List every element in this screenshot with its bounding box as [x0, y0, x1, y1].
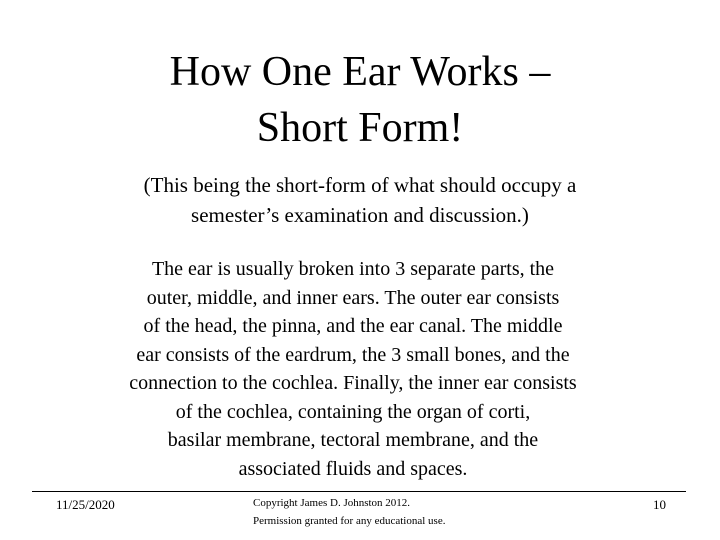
- body-line: associated fluids and spaces.: [238, 457, 468, 480]
- slide-title-line-2: Short Form!: [256, 105, 464, 151]
- slide-subtitle: [0, 170, 720, 230]
- copyright-line-1: Copyright James D. Johnston 2012.: [253, 497, 411, 509]
- copyright-line-2: Permission granted for any educational use.: [253, 515, 446, 527]
- footer-copyright: [253, 494, 445, 530]
- body-line: The ear is usually broken into 3 separate parts, the: [151, 258, 555, 280]
- body-paragraph: [0, 255, 706, 483]
- body-line: of the head, the pinna, and the ear canal. The middle: [143, 315, 563, 337]
- body-line: connection to the cochlea. Finally, the inner ear consists: [129, 372, 577, 394]
- slide-title: [0, 44, 720, 156]
- subtitle-line-1: (This being the short-form of what should occupy a: [143, 173, 577, 197]
- body-line: ear consists of the eardrum, the 3 small bones, and the: [136, 343, 570, 366]
- body-line: of the cochlea, containing the organ of corti,: [175, 400, 531, 423]
- slide-title-line-1: How One Ear Works –: [169, 49, 551, 95]
- subtitle-line-2: semester’s examination and discussion.): [191, 203, 529, 227]
- body-line: outer, middle, and inner ears. The outer ear consists: [146, 286, 560, 309]
- footer-divider: [32, 491, 686, 492]
- body-line: basilar membrane, tectoral membrane, and the: [167, 429, 539, 451]
- page-number: 10: [653, 497, 666, 512]
- footer-date: 11/25/2020: [56, 497, 115, 512]
